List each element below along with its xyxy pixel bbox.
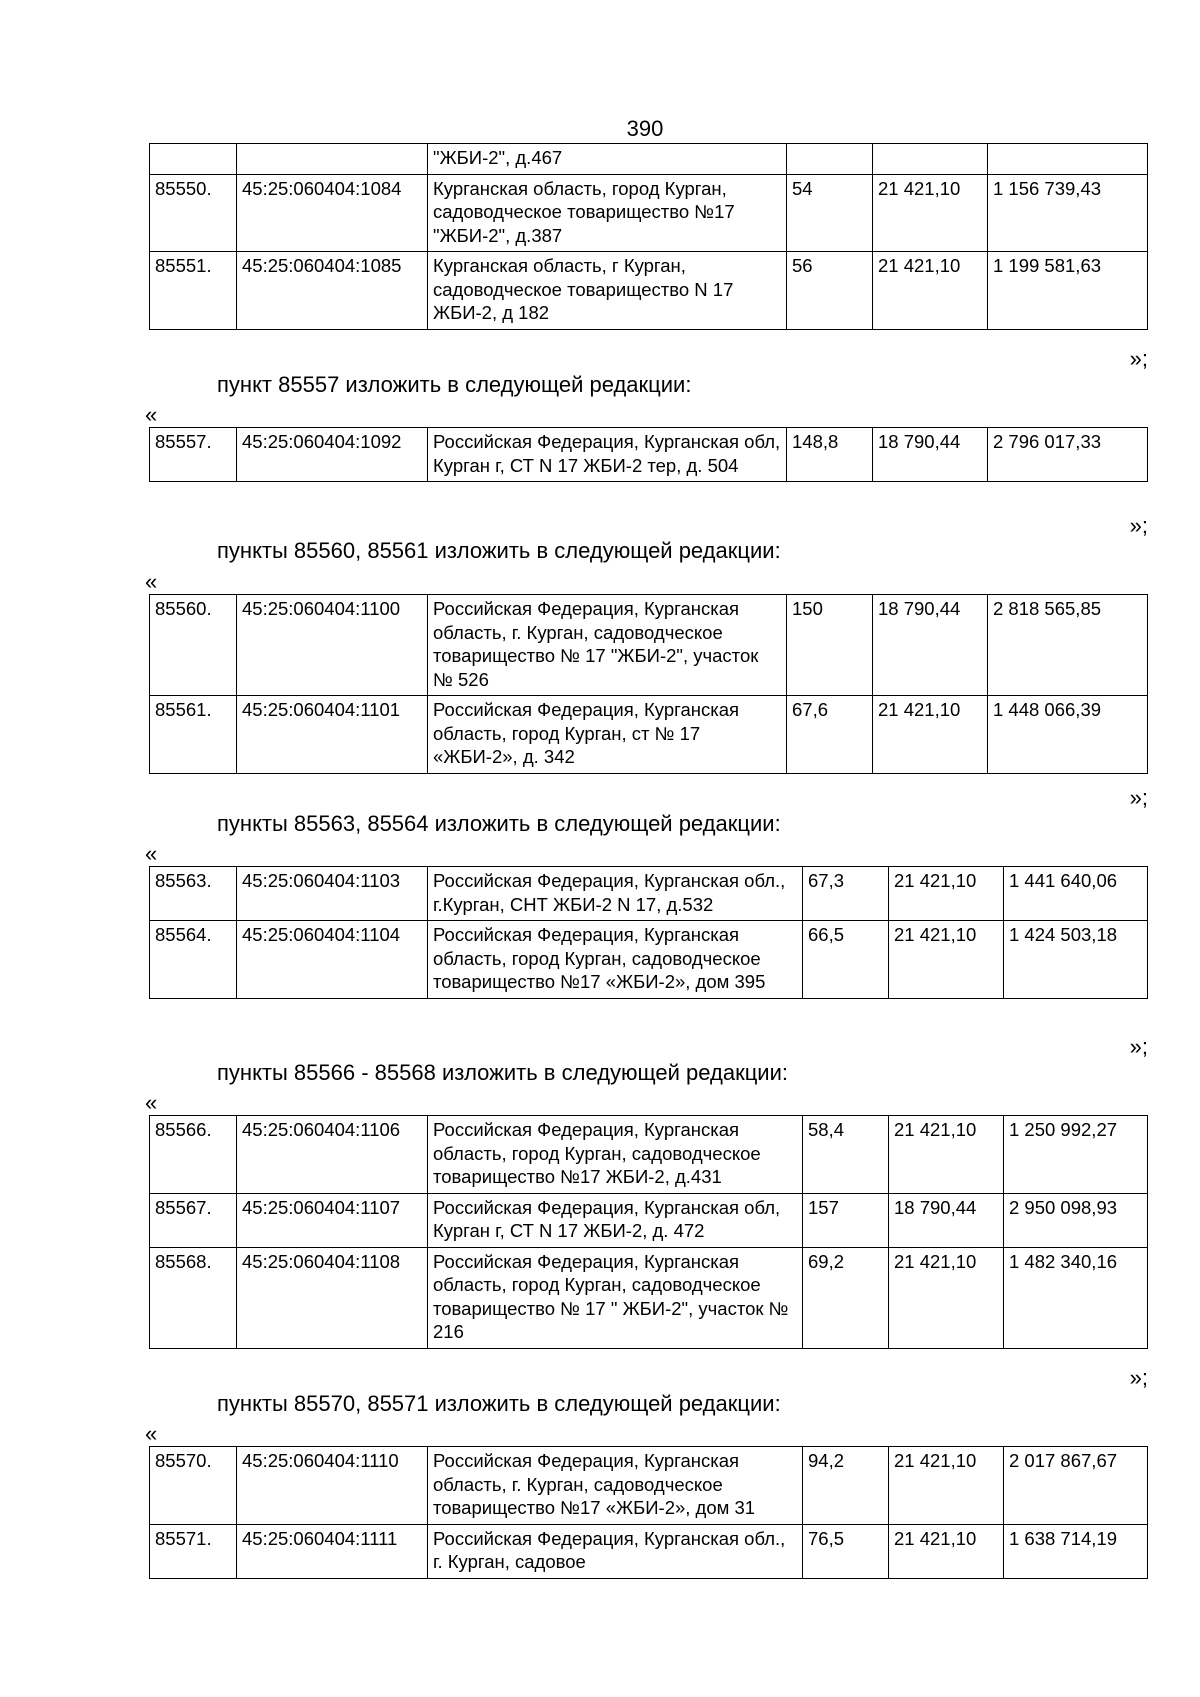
- address-cell: Российская Федерация, Курганская область, город Курган, садоводческое товарищество №17 «ЖБИ-2», дом 395: [428, 921, 803, 999]
- cadastral-number-cell: 45:25:060404:1107: [237, 1193, 428, 1247]
- address-cell: Российская Федерация, Курганская область, г. Курган, садоводческое товарищество № 17 "ЖБИ-2", участок № 526: [428, 595, 787, 696]
- cadastral-value-cell: 2 796 017,33: [988, 428, 1148, 482]
- specific-value-cell: 21 421,10: [889, 1447, 1004, 1525]
- cadastral-number-cell: 45:25:060404:1108: [237, 1247, 428, 1348]
- item-number-cell: 85557.: [150, 428, 237, 482]
- table-row: [150, 1116, 1148, 1194]
- closing-quote: »;: [1129, 1365, 1148, 1390]
- item-number-cell: 85570.: [150, 1447, 237, 1525]
- specific-value-cell: 21 421,10: [889, 1247, 1004, 1348]
- area-cell: 66,5: [803, 921, 889, 999]
- cadastral-value-cell: [988, 144, 1148, 175]
- specific-value-cell: 18 790,44: [873, 595, 988, 696]
- cadastral-number-cell: 45:25:060404:1101: [237, 696, 428, 774]
- area-cell: 150: [787, 595, 873, 696]
- cadastral-number-cell: 45:25:060404:1103: [237, 867, 428, 921]
- item-number-cell: 85551.: [150, 252, 237, 330]
- address-cell: Российская Федерация, Курганская область, г. Курган, садоводческое товарищество №17 «ЖБИ-2», дом 31: [428, 1447, 803, 1525]
- cadastral-number-cell: 45:25:060404:1104: [237, 921, 428, 999]
- opening-quote: «: [145, 569, 158, 594]
- item-number-cell: 85563.: [150, 867, 237, 921]
- specific-value-cell: 18 790,44: [873, 428, 988, 482]
- cadastral-value-cell: 1 638 714,19: [1004, 1524, 1148, 1578]
- area-cell: 67,6: [787, 696, 873, 774]
- specific-value-cell: 21 421,10: [889, 1524, 1004, 1578]
- opening-quote: «: [145, 402, 158, 427]
- area-cell: 69,2: [803, 1247, 889, 1348]
- register-table: [149, 866, 1148, 999]
- cadastral-value-cell: 1 250 992,27: [1004, 1116, 1148, 1194]
- cadastral-value-cell: 1 441 640,06: [1004, 867, 1148, 921]
- item-number-cell: 85550.: [150, 174, 237, 252]
- address-cell: Российская Федерация, Курганская обл, Курган г, СТ N 17 ЖБИ-2 тер, д. 504: [428, 428, 787, 482]
- amendment-heading: пункты 85570, 85571 изложить в следующей редакции:: [217, 1391, 781, 1416]
- address-cell: Российская Федерация, Курганская область, город Курган, садоводческое товарищество №17 ЖБИ-2, д.431: [428, 1116, 803, 1194]
- cadastral-number-cell: 45:25:060404:1100: [237, 595, 428, 696]
- item-number-cell: 85571.: [150, 1524, 237, 1578]
- area-cell: 67,3: [803, 867, 889, 921]
- table-row: [150, 428, 1148, 482]
- address-cell: Российская Федерация, Курганская обл., г.Курган, СНТ ЖБИ-2 N 17, д.532: [428, 867, 803, 921]
- cadastral-number-cell: 45:25:060404:1085: [237, 252, 428, 330]
- address-cell: Курганская область, город Курган, садоводческое товарищество №17 "ЖБИ-2", д.387: [428, 174, 787, 252]
- cadastral-value-cell: 2 017 867,67: [1004, 1447, 1148, 1525]
- address-cell: Российская Федерация, Курганская область, город Курган, садоводческое товарищество № 17 " ЖБИ-2", участок № 216: [428, 1247, 803, 1348]
- table-row: [150, 174, 1148, 252]
- cadastral-number-cell: 45:25:060404:1111: [237, 1524, 428, 1578]
- amendment-heading: пункты 85563, 85564 изложить в следующей редакции:: [217, 811, 781, 836]
- specific-value-cell: 21 421,10: [873, 696, 988, 774]
- address-cell: Российская Федерация, Курганская обл, Курган г, СТ N 17 ЖБИ-2, д. 472: [428, 1193, 803, 1247]
- cadastral-number-cell: 45:25:060404:1106: [237, 1116, 428, 1194]
- item-number-cell: 85568.: [150, 1247, 237, 1348]
- table-row: [150, 595, 1148, 696]
- item-number-cell: 85564.: [150, 921, 237, 999]
- specific-value-cell: [873, 144, 988, 175]
- register-table: [149, 143, 1148, 330]
- table-row: [150, 1247, 1148, 1348]
- area-cell: 148,8: [787, 428, 873, 482]
- address-cell: "ЖБИ-2", д.467: [428, 144, 787, 175]
- opening-quote: «: [145, 1421, 158, 1446]
- item-number-cell: 85567.: [150, 1193, 237, 1247]
- area-cell: [787, 144, 873, 175]
- table-row: [150, 252, 1148, 330]
- closing-quote: »;: [1129, 785, 1148, 810]
- area-cell: 56: [787, 252, 873, 330]
- amendment-heading: пункты 85566 - 85568 изложить в следующей редакции:: [217, 1060, 789, 1085]
- cadastral-number-cell: 45:25:060404:1092: [237, 428, 428, 482]
- specific-value-cell: 21 421,10: [889, 1116, 1004, 1194]
- cadastral-value-cell: 1 156 739,43: [988, 174, 1148, 252]
- cadastral-value-cell: 1 424 503,18: [1004, 921, 1148, 999]
- item-number-cell: 85560.: [150, 595, 237, 696]
- table-row: [150, 1193, 1148, 1247]
- table-row: [150, 144, 1148, 175]
- cadastral-value-cell: 1 199 581,63: [988, 252, 1148, 330]
- cadastral-number-cell: 45:25:060404:1110: [237, 1447, 428, 1525]
- table-row: [150, 867, 1148, 921]
- specific-value-cell: 18 790,44: [889, 1193, 1004, 1247]
- cadastral-number-cell: 45:25:060404:1084: [237, 174, 428, 252]
- area-cell: 76,5: [803, 1524, 889, 1578]
- item-number-cell: 85566.: [150, 1116, 237, 1194]
- area-cell: 54: [787, 174, 873, 252]
- amendment-heading: пункты 85560, 85561 изложить в следующей редакции:: [217, 538, 781, 563]
- address-cell: Российская Федерация, Курганская область, город Курган, ст № 17 «ЖБИ-2», д. 342: [428, 696, 787, 774]
- specific-value-cell: 21 421,10: [889, 867, 1004, 921]
- cadastral-value-cell: 2 950 098,93: [1004, 1193, 1148, 1247]
- specific-value-cell: 21 421,10: [889, 921, 1004, 999]
- opening-quote: «: [145, 841, 158, 866]
- register-table: [149, 594, 1148, 774]
- cadastral-value-cell: 1 482 340,16: [1004, 1247, 1148, 1348]
- closing-quote: »;: [1129, 346, 1148, 371]
- item-number-cell: 85561.: [150, 696, 237, 774]
- register-table: [149, 1115, 1148, 1349]
- address-cell: Российская Федерация, Курганская обл., г. Курган, садовое: [428, 1524, 803, 1578]
- closing-quote: »;: [1129, 513, 1148, 538]
- item-number-cell: [150, 144, 237, 175]
- area-cell: 58,4: [803, 1116, 889, 1194]
- specific-value-cell: 21 421,10: [873, 252, 988, 330]
- cadastral-number-cell: [237, 144, 428, 175]
- opening-quote: «: [145, 1090, 158, 1115]
- area-cell: 157: [803, 1193, 889, 1247]
- cadastral-value-cell: 1 448 066,39: [988, 696, 1148, 774]
- closing-quote: »;: [1129, 1034, 1148, 1059]
- register-table: [149, 1446, 1148, 1579]
- page-number: 390: [626, 116, 664, 141]
- table-row: [150, 1524, 1148, 1578]
- area-cell: 94,2: [803, 1447, 889, 1525]
- amendment-heading: пункт 85557 изложить в следующей редакции:: [217, 372, 692, 397]
- specific-value-cell: 21 421,10: [873, 174, 988, 252]
- address-cell: Курганская область, г Курган, садоводческое товарищество N 17 ЖБИ-2, д 182: [428, 252, 787, 330]
- table-row: [150, 696, 1148, 774]
- register-table: [149, 427, 1148, 482]
- table-row: [150, 921, 1148, 999]
- cadastral-value-cell: 2 818 565,85: [988, 595, 1148, 696]
- table-row: [150, 1447, 1148, 1525]
